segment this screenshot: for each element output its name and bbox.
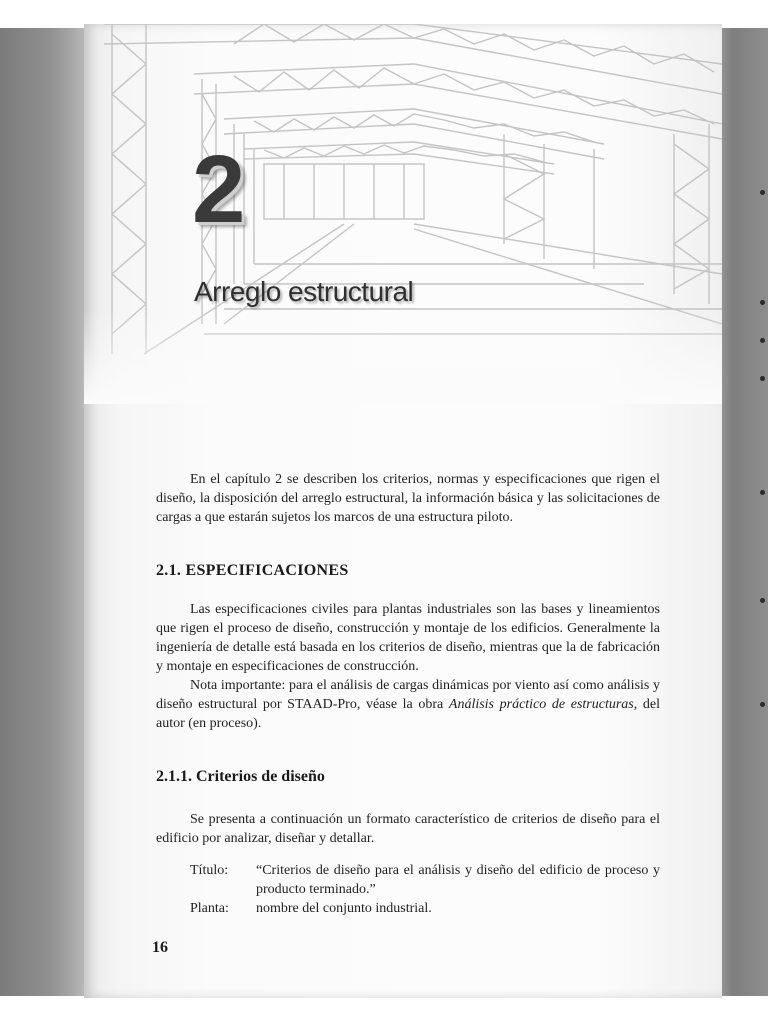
especificaciones-block: [156, 600, 660, 733]
especificaciones-paragraph: Las especificaciones civiles para plantas industriales son las bases y lineamientos que rigen el proceso de diseño, construcción y montaje de los edificios. Generalmente la ingeniería de detalle está basada en los criterios de diseño, mientras que la de fabricación y montaje en especificaciones de construcción.: [156, 602, 660, 674]
definition-row-titulo: [156, 861, 660, 899]
chapter-title: Arreglo estructural: [194, 276, 414, 307]
book-page: [84, 24, 722, 998]
nota-importante-paragraph: [156, 676, 660, 733]
adjacent-page-marks: [756, 190, 768, 710]
chapter-header-illustration: [84, 24, 722, 404]
intro-paragraph: En el capítulo 2 se describen los criterios, normas y especificaciones que rigen el diseño, la disposición del arreglo estructural, la información básica y las solicitaciones de cargas a que estarán sujetos los marcos de una estructura piloto.: [156, 472, 660, 525]
chapter-number: 2: [192, 136, 246, 243]
definition-value: “Criterios de diseño para el análisis y diseño del edificio de proceso y producto terminado.”: [256, 863, 660, 897]
nota-text-prefix: Nota importante: para el análisis de cargas dinámicas por viento así como análisis y diseño estructural por STAAD-Pro, véase la obra: [156, 678, 660, 712]
intro-block: [156, 470, 660, 527]
section-heading-especificaciones: 2.1. ESPECIFICACIONES: [156, 562, 349, 579]
definition-label: Planta:: [190, 901, 229, 916]
definition-value: nombre del conjunto industrial.: [256, 901, 432, 916]
steel-truss-drawing: [84, 24, 722, 404]
subsection-heading-criterios: 2.1.1. Criterios de diseño: [156, 768, 325, 785]
nota-text-suffix: , del autor (en proceso).: [156, 697, 660, 731]
nota-book-title: Análisis práctico de estructuras: [448, 697, 634, 712]
criterios-paragraph: Se presenta a continuación un formato característico de criterios de diseño para el edificio por analizar, diseñar y detallar.: [156, 812, 660, 846]
definition-label: Título:: [190, 863, 229, 878]
page-number: 16: [152, 939, 168, 956]
definition-row-planta: [156, 899, 660, 918]
criterios-block: [156, 810, 660, 918]
scan-left-edge: [0, 28, 92, 996]
